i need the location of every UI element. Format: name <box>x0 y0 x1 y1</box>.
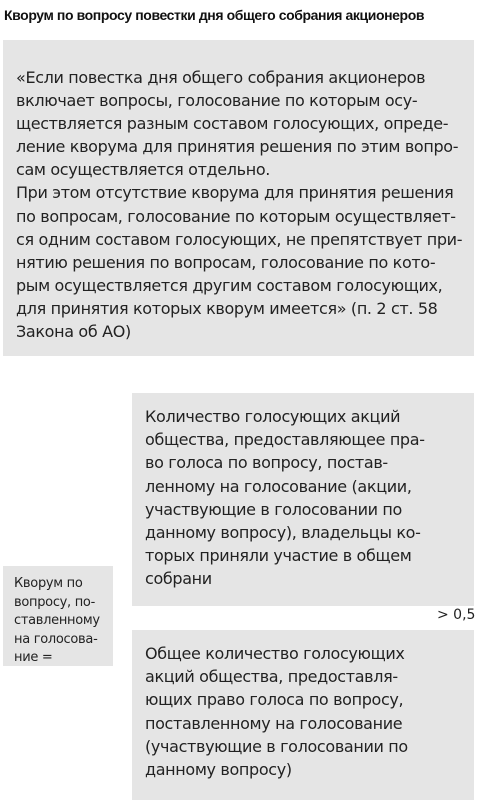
numerator-line: ленному на голосование (акции, <box>145 476 412 496</box>
quote-line: Закона об АО) <box>16 322 131 342</box>
denominator-line: поставленному на голосование <box>145 713 403 733</box>
quote-line: «Если повестка дня общего собрания акционеров <box>16 68 426 87</box>
quote-line: включает вопросы, голосование по которым осу- <box>16 91 418 111</box>
numerator-line: данному вопросу), владельцы ко- <box>145 523 421 543</box>
ratio-threshold: > 0,5 <box>437 607 476 623</box>
left-label-line: ставленному <box>14 613 100 628</box>
left-label-line: вопросу, по- <box>14 594 95 610</box>
numerator-line: торых приняли участие в общем <box>145 546 412 566</box>
numerator-line: собрани <box>145 569 212 589</box>
formula-numerator-box <box>132 393 474 606</box>
numerator-line: участвующие в голосовании по <box>145 499 402 519</box>
denominator-line: данному вопросу) <box>145 760 292 780</box>
page-title: Кворум по вопросу повестки дня общего собрания акционеров <box>4 7 425 23</box>
quote-line: для принятия которых кворум имеется» (п. 2 ст. 58 <box>16 298 438 318</box>
formula-left-label-box <box>3 566 113 666</box>
quote-line: рым осуществляется другим составом голосующих, <box>16 275 443 295</box>
quote-line: ществляется разным составом голосующих, опреде- <box>16 114 449 134</box>
denominator-line: Общее количество голосующих <box>145 644 405 663</box>
left-label-line: ние = <box>14 650 53 665</box>
numerator-line: во голоса по вопросу, постав- <box>145 453 388 473</box>
quote-line: ление кворума для принятия решения по этим вопро- <box>16 137 459 157</box>
quote-line: по вопросам, голосование по которым осуществляет- <box>16 206 456 226</box>
numerator-line: общества, предоставляющее пра- <box>145 430 425 450</box>
quote-line: ся одним составом голосующих, не препятствует при- <box>16 229 463 249</box>
denominator-line: (участвующие в голосовании по <box>145 736 408 756</box>
denominator-line: акций общества, предоставля- <box>145 667 398 687</box>
quote-line: При этом отсутствие кворума для принятия решения <box>16 183 454 203</box>
left-label-line: Кворум по <box>14 576 83 591</box>
denominator-line: ющих право голоса по вопросу, <box>145 690 404 710</box>
numerator-line: Количество голосующих акций <box>145 407 401 426</box>
quote-line: нятию решения по вопросам, голосование по кото- <box>16 252 436 272</box>
quote-line: сам осуществляется отдельно. <box>16 160 271 180</box>
left-label-line: на голосова- <box>14 631 98 647</box>
formula-denominator-box <box>132 630 474 800</box>
law-quote-box <box>3 40 474 356</box>
